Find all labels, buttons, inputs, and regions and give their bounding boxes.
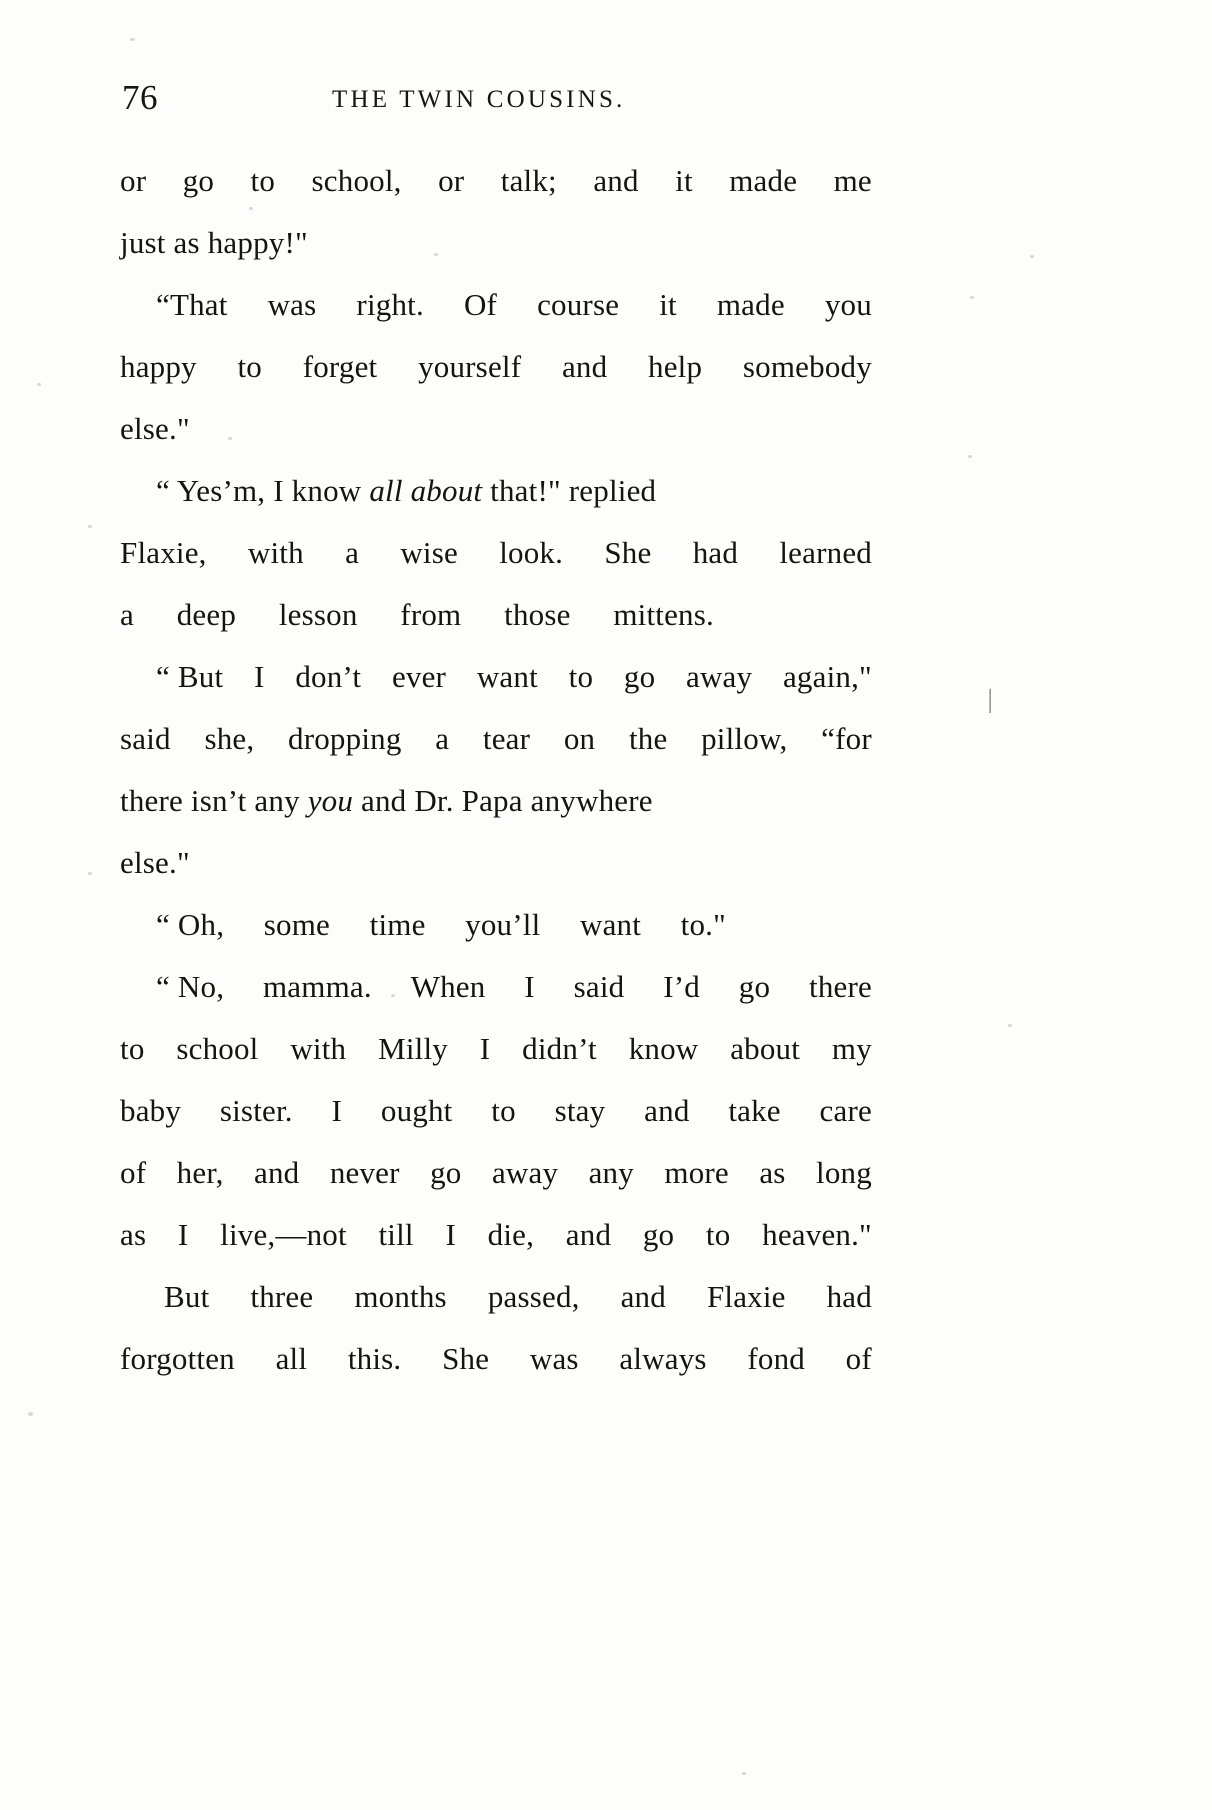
word: pillow, <box>701 721 788 756</box>
word: months <box>354 1279 447 1314</box>
word: forget <box>302 349 378 384</box>
word: you <box>824 287 872 322</box>
text-line: else." <box>120 411 190 446</box>
word: don’t <box>295 659 362 694</box>
word: heaven." <box>762 1217 872 1252</box>
text-line <box>120 1204 872 1266</box>
word: learned <box>779 535 872 570</box>
text-line <box>120 1018 872 1080</box>
running-head: THE TWIN COUSINS. <box>332 86 626 113</box>
word: to <box>120 1031 145 1066</box>
word: from <box>400 597 462 632</box>
word: some <box>263 907 331 942</box>
word: to <box>705 1217 731 1252</box>
word: “That <box>156 287 228 322</box>
word: She <box>604 535 652 570</box>
text-run: “ Yes’m, I know <box>156 473 370 508</box>
word: fond <box>747 1341 805 1376</box>
word: and <box>561 349 608 384</box>
word: any <box>588 1155 634 1190</box>
word: said <box>120 721 171 756</box>
text-line <box>120 584 872 646</box>
word: never <box>329 1155 400 1190</box>
word: die, <box>487 1217 535 1252</box>
word: of <box>845 1341 872 1376</box>
word: and <box>593 163 639 198</box>
page-header <box>122 78 882 124</box>
word: go <box>182 163 215 198</box>
paper-speck <box>130 38 135 41</box>
word: want <box>580 907 642 942</box>
word: there <box>809 969 872 1004</box>
word: was <box>529 1341 579 1376</box>
word: mittens. <box>613 597 714 632</box>
word: me <box>833 163 872 198</box>
word: “for <box>821 721 872 756</box>
word: lesson <box>278 597 358 632</box>
word: she, <box>204 721 255 756</box>
word: I <box>445 1217 456 1252</box>
word: look. <box>499 535 564 570</box>
word: or <box>438 163 465 198</box>
word: was <box>267 287 317 322</box>
word: three <box>250 1279 314 1314</box>
word: “ But <box>156 659 224 694</box>
word: I <box>331 1093 343 1128</box>
word: on <box>563 721 596 756</box>
word: said <box>573 969 625 1004</box>
word: my <box>831 1031 872 1066</box>
word: didn’t <box>522 1031 597 1066</box>
paper-speck <box>37 383 41 386</box>
text-run-italic: all about <box>369 473 483 508</box>
body-text <box>120 150 872 1390</box>
word: “ No, <box>156 969 225 1004</box>
word: dropping <box>288 721 402 756</box>
word: had <box>692 535 739 570</box>
word: mamma. <box>262 969 372 1004</box>
word: and <box>620 1279 666 1314</box>
word: tear <box>482 721 531 756</box>
word: away <box>686 659 753 694</box>
word: to <box>250 163 276 198</box>
text-line <box>120 956 872 1018</box>
word: as <box>120 1217 147 1252</box>
word: passed, <box>487 1279 580 1314</box>
margin-mark: │ <box>983 690 998 712</box>
text-line <box>120 646 872 708</box>
word: made <box>729 163 798 198</box>
word: wise <box>400 535 458 570</box>
word: had <box>826 1279 872 1314</box>
word: as <box>759 1155 786 1190</box>
word: a <box>345 535 360 570</box>
word: and <box>565 1217 612 1252</box>
word: to." <box>680 907 726 942</box>
word: forgotten <box>120 1341 235 1376</box>
word: somebody <box>742 349 872 384</box>
paper-speck <box>970 296 974 299</box>
text-run: there isn’t any <box>120 783 308 818</box>
paper-speck <box>28 1412 33 1416</box>
paper-speck <box>968 455 972 458</box>
word: school, <box>311 163 402 198</box>
word: and <box>254 1155 300 1190</box>
word: always <box>619 1341 707 1376</box>
word: want <box>476 659 538 694</box>
word: But <box>164 1279 210 1314</box>
word: all <box>275 1341 308 1376</box>
word: to <box>491 1093 516 1128</box>
word: help <box>648 349 703 384</box>
word: this. <box>347 1341 402 1376</box>
text-run: and Dr. Papa anywhere <box>353 783 653 818</box>
page-number: 76 <box>122 78 158 117</box>
word: stay <box>554 1093 606 1128</box>
word: live,—not <box>220 1217 347 1252</box>
text-run-italic: you <box>307 783 354 818</box>
word: talk; <box>500 163 557 198</box>
word: her, <box>176 1155 224 1190</box>
text-line <box>120 708 872 770</box>
word: go <box>738 969 771 1004</box>
word: to <box>237 349 262 384</box>
word: course <box>537 287 620 322</box>
word: right. <box>356 287 424 322</box>
word: go <box>623 659 656 694</box>
text-line: else." <box>120 845 190 880</box>
text-line <box>120 894 872 956</box>
word: Flaxie <box>706 1279 786 1314</box>
paper-speck <box>742 1772 746 1775</box>
word: and <box>644 1093 690 1128</box>
word: it <box>659 287 677 322</box>
word: baby <box>120 1093 182 1128</box>
word: about <box>730 1031 801 1066</box>
word: When <box>410 969 486 1004</box>
word: go <box>430 1155 462 1190</box>
word: ought <box>380 1093 453 1128</box>
paper-speck <box>1008 1024 1012 1027</box>
word: or <box>120 163 147 198</box>
text-line <box>120 1328 872 1390</box>
word: a <box>120 597 134 632</box>
word: I <box>254 659 265 694</box>
word: deep <box>176 597 237 632</box>
word: ever <box>391 659 447 694</box>
text-line <box>120 150 872 212</box>
word: I <box>524 969 535 1004</box>
word: with <box>290 1031 347 1066</box>
word: made <box>716 287 785 322</box>
word: to <box>568 659 594 694</box>
word: She <box>442 1341 490 1376</box>
word: I <box>177 1217 189 1252</box>
word: time <box>369 907 426 942</box>
word: you’ll <box>465 907 541 942</box>
word: Flaxie, <box>120 535 207 570</box>
word: “ Oh, <box>156 907 225 942</box>
word: long <box>816 1155 872 1190</box>
word: Milly <box>378 1031 448 1066</box>
word: more <box>664 1155 729 1190</box>
word: a <box>435 721 450 756</box>
word: take <box>728 1093 781 1128</box>
paper-speck <box>88 872 92 875</box>
word: with <box>247 535 304 570</box>
paper-speck <box>88 525 92 528</box>
word: school <box>176 1031 259 1066</box>
word: again," <box>782 659 872 694</box>
paper-speck <box>1030 255 1034 258</box>
word: of <box>120 1155 147 1190</box>
word: care <box>819 1093 872 1128</box>
word: go <box>642 1217 675 1252</box>
word: it <box>675 163 693 198</box>
word: yourself <box>418 349 522 384</box>
text-line <box>120 1080 872 1142</box>
text-line <box>120 274 872 336</box>
word: I’d <box>663 969 700 1004</box>
word: I <box>479 1031 491 1066</box>
text-line <box>120 1266 872 1328</box>
text-line: just as happy!" <box>120 225 308 260</box>
text-line <box>120 460 872 522</box>
word: away <box>491 1155 559 1190</box>
text-line <box>120 336 872 398</box>
text-line <box>120 1142 872 1204</box>
word: the <box>628 721 668 756</box>
word: sister. <box>219 1093 293 1128</box>
text-line <box>120 770 872 832</box>
word: Of <box>463 287 498 322</box>
word: those <box>504 597 571 632</box>
text-line <box>120 522 872 584</box>
word: till <box>378 1217 414 1252</box>
word: happy <box>120 349 197 384</box>
word: know <box>628 1031 699 1066</box>
text-run: that!" replied <box>482 473 657 508</box>
